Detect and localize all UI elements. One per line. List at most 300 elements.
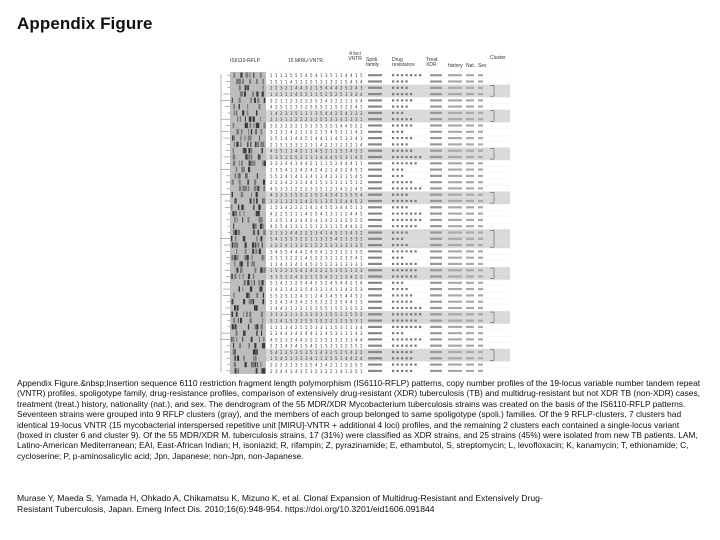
copy-number-cell: 2 bbox=[280, 337, 283, 343]
copy-number-cell: 4 bbox=[350, 293, 353, 299]
copy-number-cell: 1 bbox=[310, 368, 313, 374]
copy-number-cell: 5 bbox=[360, 243, 363, 248]
copy-number-cell: 5 bbox=[350, 173, 353, 179]
copy-number-cell: 3 bbox=[340, 243, 343, 248]
copy-number-cell: 3 bbox=[275, 154, 278, 160]
copy-number-cell: 1 bbox=[270, 205, 273, 211]
gel-band bbox=[245, 249, 247, 254]
drug-cell bbox=[415, 219, 417, 221]
gel-band bbox=[264, 161, 266, 166]
drug-cell bbox=[401, 74, 403, 76]
copy-number-cell: 5 bbox=[330, 205, 333, 211]
drug-cell bbox=[410, 294, 412, 296]
header-treat-xdr: Treat. XDR bbox=[426, 57, 439, 68]
copy-number-cell: 1 bbox=[335, 287, 338, 292]
treat-cell bbox=[430, 99, 442, 101]
copy-number-cell: 3 bbox=[360, 167, 363, 173]
copy-number-cell: 1 bbox=[280, 73, 283, 79]
family-cell bbox=[368, 338, 382, 340]
gel-band bbox=[253, 274, 255, 279]
gel-band bbox=[252, 255, 253, 260]
copy-number-cell: 5 bbox=[345, 268, 348, 274]
gel-band bbox=[235, 198, 236, 203]
treat-cell bbox=[430, 143, 442, 145]
gel-band bbox=[254, 305, 255, 310]
sex-cell bbox=[478, 282, 483, 284]
copy-number-cell: 2 bbox=[355, 110, 358, 116]
copy-number-cell: 5 bbox=[275, 337, 278, 343]
gel-band bbox=[248, 324, 249, 329]
copy-number-cell: 5 bbox=[345, 349, 348, 355]
family-cell bbox=[368, 370, 382, 372]
drug-cell bbox=[392, 162, 394, 164]
copy-number-cell: 1 bbox=[270, 198, 273, 204]
copy-number-cell: 1 bbox=[355, 280, 358, 286]
copy-number-cell: 5 bbox=[330, 123, 333, 129]
gel-band bbox=[248, 148, 250, 153]
copy-number-cell: 2 bbox=[320, 224, 323, 230]
gel-band bbox=[252, 91, 254, 96]
gel-band bbox=[262, 142, 264, 147]
copy-number-cell: 5 bbox=[320, 180, 323, 186]
gel-band bbox=[253, 73, 254, 78]
copy-number-cell: 2 bbox=[275, 104, 278, 110]
history-cell bbox=[448, 288, 462, 290]
copy-number-cell: 1 bbox=[330, 305, 333, 311]
gel-band bbox=[240, 135, 241, 140]
gel-band bbox=[255, 129, 256, 134]
copy-number-cell: 1 bbox=[300, 142, 303, 148]
copy-number-cell: 5 bbox=[340, 148, 343, 154]
copy-number-cell: 1 bbox=[315, 85, 318, 91]
nat-cell bbox=[466, 112, 474, 114]
copy-number-cell: 2 bbox=[355, 268, 358, 274]
gel-band bbox=[236, 211, 237, 216]
drug-cell bbox=[401, 181, 403, 183]
treat-cell bbox=[430, 326, 442, 328]
copy-number-cell: 2 bbox=[275, 243, 278, 248]
copy-number-cell: 5 bbox=[355, 368, 358, 374]
copy-number-cell: 3 bbox=[350, 92, 353, 97]
gel-band bbox=[249, 312, 251, 317]
copy-number-cell: 3 bbox=[285, 362, 288, 368]
copy-number-cell: 3 bbox=[320, 287, 323, 292]
copy-number-cell: 4 bbox=[300, 136, 303, 141]
gel-band bbox=[263, 268, 265, 273]
drug-cell bbox=[392, 257, 394, 259]
gel-band bbox=[258, 280, 260, 285]
drug-cell bbox=[410, 301, 412, 303]
copy-number-cell: 4 bbox=[340, 280, 343, 286]
copy-number-cell: 2 bbox=[315, 343, 318, 349]
copy-number-cell: 3 bbox=[320, 299, 323, 305]
copy-number-cell: 5 bbox=[315, 211, 318, 217]
copy-number-cell: 4 bbox=[285, 368, 288, 374]
copy-number-cell: 3 bbox=[290, 343, 293, 349]
nat-cell bbox=[466, 74, 474, 76]
copy-number-cell: 5 bbox=[295, 192, 298, 198]
copy-number-cell: 4 bbox=[360, 79, 363, 85]
copy-number-cell: 1 bbox=[345, 129, 348, 135]
gel-band bbox=[239, 211, 240, 216]
gel-band bbox=[232, 98, 233, 103]
history-cell bbox=[448, 338, 462, 340]
gel-band bbox=[262, 343, 264, 348]
copy-number-cell: 1 bbox=[355, 205, 358, 211]
copy-number-cell: 3 bbox=[335, 337, 338, 343]
copy-number-cell: 2 bbox=[315, 293, 318, 299]
copy-number-cell: 1 bbox=[350, 243, 353, 248]
copy-number-cell: 2 bbox=[330, 261, 333, 267]
copy-number-cell: 4 bbox=[285, 343, 288, 349]
copy-number-cell: 5 bbox=[355, 305, 358, 311]
family-cell bbox=[368, 206, 382, 208]
copy-number-cell: 1 bbox=[335, 255, 338, 261]
copy-number-cell: 4 bbox=[300, 161, 303, 167]
copy-number-cell: 2 bbox=[310, 217, 313, 223]
copy-number-cell: 3 bbox=[275, 255, 278, 261]
copy-number-cell: 5 bbox=[320, 274, 323, 280]
drug-cell bbox=[397, 294, 399, 296]
copy-number-cell: 2 bbox=[305, 167, 308, 173]
gel-band bbox=[244, 135, 245, 140]
copy-number-cell: 3 bbox=[330, 249, 333, 255]
nat-cell bbox=[466, 143, 474, 145]
sex-cell bbox=[478, 187, 483, 189]
copy-number-cell: 4 bbox=[345, 110, 348, 116]
copy-number-cell: 1 bbox=[290, 362, 293, 368]
copy-number-cell: 1 bbox=[290, 173, 293, 179]
drug-cell bbox=[397, 313, 399, 315]
copy-number-cell: 4 bbox=[320, 142, 323, 148]
copy-number-cell: 1 bbox=[335, 318, 338, 324]
copy-number-cell: 3 bbox=[325, 154, 328, 160]
copy-number-cell: 1 bbox=[315, 318, 318, 324]
copy-number-cell: 2 bbox=[330, 318, 333, 324]
family-cell bbox=[368, 143, 382, 145]
drug-cell bbox=[415, 156, 417, 158]
copy-number-cell: 1 bbox=[340, 236, 343, 242]
sex-cell bbox=[478, 263, 483, 265]
copy-number-cell: 5 bbox=[305, 368, 308, 374]
gel-band bbox=[262, 91, 264, 96]
gel-band bbox=[237, 217, 238, 222]
drug-cell bbox=[406, 301, 408, 303]
gel-band bbox=[234, 261, 235, 266]
gel-band bbox=[233, 343, 234, 348]
copy-number-cell: 2 bbox=[360, 274, 363, 280]
family-cell bbox=[368, 219, 382, 221]
copy-number-cell: 5 bbox=[345, 186, 348, 192]
copy-number-cell: 1 bbox=[360, 261, 363, 267]
gel-band bbox=[234, 142, 235, 147]
copy-number-cell: 1 bbox=[280, 79, 283, 85]
gel-band bbox=[234, 104, 235, 109]
copy-number-cell: 3 bbox=[270, 136, 273, 141]
copy-number-cell: 2 bbox=[315, 280, 318, 286]
copy-number-cell: 1 bbox=[290, 85, 293, 91]
nat-cell bbox=[466, 169, 474, 171]
copy-number-cell: 4 bbox=[290, 249, 293, 255]
copy-number-cell: 1 bbox=[330, 255, 333, 261]
gel-band bbox=[241, 129, 242, 134]
copy-number-cell: 1 bbox=[345, 368, 348, 374]
copy-number-cell: 3 bbox=[320, 337, 323, 343]
copy-number-cell: 1 bbox=[345, 324, 348, 330]
gel-band bbox=[251, 117, 253, 122]
gel-band bbox=[247, 280, 249, 285]
copy-number-cell: 4 bbox=[270, 211, 273, 217]
drug-cell bbox=[410, 118, 412, 120]
gel-band bbox=[241, 192, 243, 197]
copy-number-cell: 3 bbox=[355, 117, 358, 123]
copy-number-cell: 3 bbox=[300, 312, 303, 318]
drug-cell bbox=[401, 294, 403, 296]
copy-number-cell: 5 bbox=[285, 356, 288, 362]
gel-band bbox=[245, 154, 247, 159]
copy-number-cell: 3 bbox=[320, 368, 323, 374]
copy-number-cell: 2 bbox=[340, 173, 343, 179]
nat-cell bbox=[466, 194, 474, 196]
sex-cell bbox=[478, 338, 483, 340]
copy-number-cell: 4 bbox=[270, 224, 273, 230]
copy-number-cell: 5 bbox=[305, 123, 308, 129]
gel-band bbox=[245, 242, 247, 247]
gel-band bbox=[232, 211, 234, 216]
treat-cell bbox=[430, 370, 442, 372]
copy-number-cell: 1 bbox=[295, 243, 298, 248]
history-cell bbox=[448, 301, 462, 303]
gel-band bbox=[239, 85, 241, 90]
copy-number-cell: 3 bbox=[350, 117, 353, 123]
gel-band bbox=[263, 198, 265, 203]
copy-number-cell: 3 bbox=[360, 299, 363, 305]
copy-number-cell: 1 bbox=[335, 362, 338, 368]
drug-cell bbox=[401, 225, 403, 227]
gel-band bbox=[231, 337, 232, 342]
copy-number-cell: 3 bbox=[355, 324, 358, 330]
sex-cell bbox=[478, 87, 483, 89]
copy-number-cell: 5 bbox=[310, 104, 313, 110]
copy-number-cell: 5 bbox=[335, 356, 338, 362]
copy-number-cell: 1 bbox=[310, 293, 313, 299]
header-spoli-family: Spoli. family bbox=[366, 57, 380, 68]
gel-band bbox=[262, 255, 263, 260]
gel-band bbox=[251, 337, 253, 342]
copy-number-cell: 3 bbox=[335, 331, 338, 337]
gel-band bbox=[235, 173, 237, 178]
drug-cell bbox=[397, 150, 399, 152]
gel-band bbox=[262, 299, 264, 304]
copy-number-cell: 4 bbox=[275, 305, 278, 311]
drug-cell bbox=[415, 187, 417, 189]
copy-number-cell: 2 bbox=[285, 312, 288, 318]
sex-cell bbox=[478, 345, 483, 347]
copy-number-cell: 1 bbox=[270, 73, 273, 79]
copy-number-cell: 1 bbox=[305, 148, 308, 154]
copy-number-cell: 3 bbox=[270, 274, 273, 280]
copy-number-cell: 3 bbox=[315, 230, 318, 236]
drug-cell bbox=[397, 332, 399, 334]
copy-number-cell: 5 bbox=[335, 230, 338, 236]
copy-number-cell: 1 bbox=[315, 274, 318, 280]
drug-cell bbox=[406, 370, 408, 372]
gel-band bbox=[248, 129, 249, 134]
drug-cell bbox=[392, 175, 394, 177]
copy-number-cell: 1 bbox=[340, 211, 343, 217]
gel-band bbox=[233, 318, 235, 323]
copy-number-cell: 5 bbox=[305, 287, 308, 292]
family-cell bbox=[368, 162, 382, 164]
gel-band bbox=[263, 293, 264, 298]
family-cell bbox=[368, 169, 382, 171]
drug-cell bbox=[406, 187, 408, 189]
copy-number-cell: 1 bbox=[290, 167, 293, 173]
drug-cell bbox=[397, 87, 399, 89]
copy-number-cell: 3 bbox=[290, 337, 293, 343]
copy-number-cell: 2 bbox=[290, 104, 293, 110]
drug-cell bbox=[401, 275, 403, 277]
copy-number-cell: 4 bbox=[320, 349, 323, 355]
copy-number-cell: 4 bbox=[300, 167, 303, 173]
copy-number-cell: 4 bbox=[315, 362, 318, 368]
drug-cell bbox=[397, 169, 399, 171]
copy-number-cell: 4 bbox=[280, 261, 283, 267]
copy-number-cell: 2 bbox=[270, 117, 273, 123]
gel-band bbox=[253, 224, 255, 229]
copy-number-cell: 3 bbox=[340, 129, 343, 135]
gel-band bbox=[247, 73, 248, 78]
copy-number-cell: 4 bbox=[305, 161, 308, 167]
gel-band bbox=[255, 224, 257, 229]
gel-band bbox=[248, 167, 250, 172]
copy-number-cell: 4 bbox=[310, 356, 313, 362]
copy-number-cell: 4 bbox=[360, 92, 363, 97]
copy-number-cell: 2 bbox=[310, 337, 313, 343]
copy-number-cell: 1 bbox=[300, 261, 303, 267]
drug-cell bbox=[415, 250, 417, 252]
gel-band bbox=[256, 349, 258, 354]
copy-number-cell: 1 bbox=[320, 129, 323, 135]
gel-band bbox=[246, 173, 248, 178]
copy-number-cell: 3 bbox=[340, 343, 343, 349]
drug-cell bbox=[397, 93, 399, 95]
copy-number-cell: 3 bbox=[295, 224, 298, 230]
nat-cell bbox=[466, 87, 474, 89]
copy-number-cell: 3 bbox=[290, 92, 293, 97]
copy-number-cell: 4 bbox=[305, 255, 308, 261]
drug-cell bbox=[401, 282, 403, 284]
copy-number-cell: 2 bbox=[320, 268, 323, 274]
copy-number-cell: 3 bbox=[280, 230, 283, 236]
history-cell bbox=[448, 231, 462, 233]
copy-number-cell: 2 bbox=[300, 154, 303, 160]
copy-number-cell: 4 bbox=[340, 117, 343, 123]
copy-number-cell: 5 bbox=[310, 305, 313, 311]
drug-cell bbox=[410, 74, 412, 76]
copy-number-cell: 4 bbox=[295, 337, 298, 343]
drug-cell bbox=[410, 307, 412, 309]
gel-band bbox=[236, 312, 238, 317]
gel-band bbox=[232, 299, 233, 304]
history-cell bbox=[448, 345, 462, 347]
copy-number-cell: 2 bbox=[350, 104, 353, 110]
copy-number-cell: 1 bbox=[280, 136, 283, 141]
copy-number-cell: 5 bbox=[320, 85, 323, 91]
copy-number-cell: 3 bbox=[335, 368, 338, 374]
drug-cell bbox=[401, 338, 403, 340]
drug-cell bbox=[406, 143, 408, 145]
drug-cell bbox=[410, 263, 412, 265]
copy-number-cell: 3 bbox=[305, 312, 308, 318]
gel-band bbox=[235, 362, 236, 367]
treat-cell bbox=[430, 169, 442, 171]
copy-number-cell: 4 bbox=[360, 337, 363, 343]
copy-number-cell: 2 bbox=[325, 368, 328, 374]
copy-number-cell: 3 bbox=[295, 318, 298, 324]
copy-number-cell: 4 bbox=[310, 268, 313, 274]
copy-number-cell: 3 bbox=[275, 117, 278, 123]
gel-band bbox=[242, 217, 243, 222]
copy-number-cell: 4 bbox=[315, 217, 318, 223]
copy-number-cell: 3 bbox=[340, 167, 343, 173]
copy-number-cell: 2 bbox=[285, 268, 288, 274]
copy-number-cell: 2 bbox=[360, 123, 363, 129]
copy-number-cell: 2 bbox=[335, 161, 338, 167]
drug-cell bbox=[397, 307, 399, 309]
copy-number-cell: 3 bbox=[270, 243, 273, 248]
sex-cell bbox=[478, 131, 483, 133]
copy-number-cell: 1 bbox=[320, 217, 323, 223]
copy-number-cell: 2 bbox=[325, 142, 328, 148]
copy-number-cell: 1 bbox=[325, 136, 328, 141]
copy-number-cell: 5 bbox=[275, 293, 278, 299]
copy-number-cell: 3 bbox=[305, 173, 308, 179]
copy-number-cell: 1 bbox=[345, 236, 348, 242]
drug-cell bbox=[392, 200, 394, 202]
copy-number-cell: 5 bbox=[310, 224, 313, 230]
copy-number-cell: 4 bbox=[310, 343, 313, 349]
copy-number-cell: 5 bbox=[275, 136, 278, 141]
copy-number-cell: 5 bbox=[345, 79, 348, 85]
copy-number-cell: 3 bbox=[295, 180, 298, 186]
family-cell bbox=[368, 156, 382, 158]
copy-number-cell: 3 bbox=[355, 230, 358, 236]
copy-number-cell: 1 bbox=[285, 217, 288, 223]
copy-number-cell: 2 bbox=[315, 167, 318, 173]
family-cell bbox=[368, 301, 382, 303]
copy-number-cell: 2 bbox=[295, 217, 298, 223]
copy-number-cell: 2 bbox=[340, 349, 343, 355]
drug-cell bbox=[401, 106, 403, 108]
drug-cell bbox=[406, 269, 408, 271]
drug-cell bbox=[401, 124, 403, 126]
gel-band bbox=[260, 362, 261, 367]
copy-number-cell: 1 bbox=[275, 274, 278, 280]
nat-cell bbox=[466, 370, 474, 372]
copy-number-cell: 1 bbox=[340, 331, 343, 337]
gel-band bbox=[251, 261, 253, 266]
copy-number-cell: 3 bbox=[345, 243, 348, 248]
copy-number-cell: 2 bbox=[325, 356, 328, 362]
copy-number-cell: 5 bbox=[350, 192, 353, 198]
copy-number-cell: 4 bbox=[285, 205, 288, 211]
copy-number-cell: 5 bbox=[340, 268, 343, 274]
copy-number-cell: 2 bbox=[270, 362, 273, 368]
drug-cell bbox=[410, 181, 412, 183]
treat-cell bbox=[430, 263, 442, 265]
gel-band bbox=[263, 255, 264, 260]
